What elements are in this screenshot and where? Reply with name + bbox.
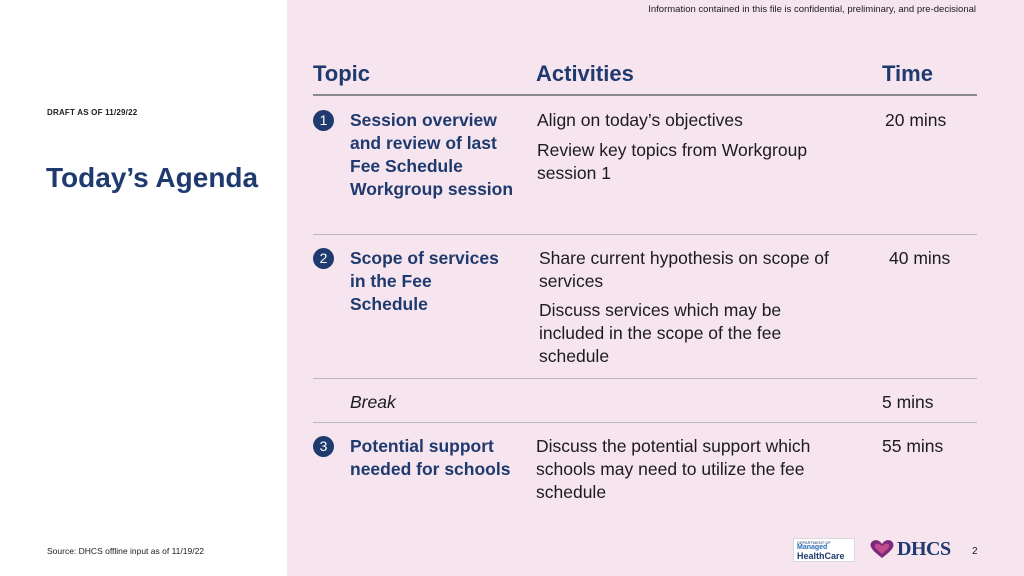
row-1-number-badge: 1 — [313, 110, 334, 131]
row-2-activity-1: Share current hypothesis on scope of services — [539, 248, 829, 291]
row-2-activity-2: Discuss services which may be included in the scope of the fee schedule — [539, 300, 782, 366]
row-divider — [313, 422, 977, 423]
dhcs-logo-text: DHCS — [897, 537, 951, 560]
left-panel — [0, 0, 287, 576]
row-1-activity-1: Align on today’s objectives — [537, 110, 743, 130]
row-1-topic: Session overview and review of last Fee Schedule Workgroup session — [350, 110, 514, 199]
row-divider — [313, 234, 977, 235]
row-2-topic: Scope of services in the Fee Schedule — [350, 248, 499, 314]
row-2-number-badge: 2 — [313, 248, 334, 269]
row-3-time: 55 mins — [882, 436, 944, 456]
break-time: 5 mins — [882, 392, 934, 412]
row-3-number-badge: 3 — [313, 436, 334, 457]
header-time: Time — [882, 61, 933, 86]
break-topic: Break — [350, 392, 396, 412]
dmhc-dept-text: DEPARTMENT OF — [797, 540, 831, 545]
row-divider — [313, 378, 977, 379]
dmhc-health-text: HealthCare — [797, 551, 845, 561]
heart-icon — [869, 539, 895, 559]
row-1-time: 20 mins — [885, 110, 947, 130]
header-activities: Activities — [536, 61, 634, 86]
page-title: Today’s Agenda — [46, 162, 259, 193]
row-1-activity-2: Review key topics from Workgroup session 1 — [537, 140, 808, 183]
header-topic: Topic — [313, 61, 371, 86]
page-number: 2 — [972, 546, 978, 557]
confidential-notice: Information contained in this file is confidential, preliminary, and pre-decisional — [648, 4, 976, 15]
header-divider — [313, 94, 977, 96]
draft-label: DRAFT AS OF 11/29/22 — [47, 108, 138, 117]
source-note: Source: DHCS offline input as of 11/19/22 — [47, 546, 205, 556]
row-3-activity-1: Discuss the potential support which schools may need to utilize the fee schedule — [536, 436, 811, 502]
row-3-topic: Potential support needed for schools — [350, 436, 511, 479]
dhcs-logo — [869, 538, 951, 560]
dmhc-logo — [793, 538, 855, 562]
row-2-time: 40 mins — [889, 248, 951, 268]
dmhc-managed-text: Managed — [797, 544, 828, 551]
